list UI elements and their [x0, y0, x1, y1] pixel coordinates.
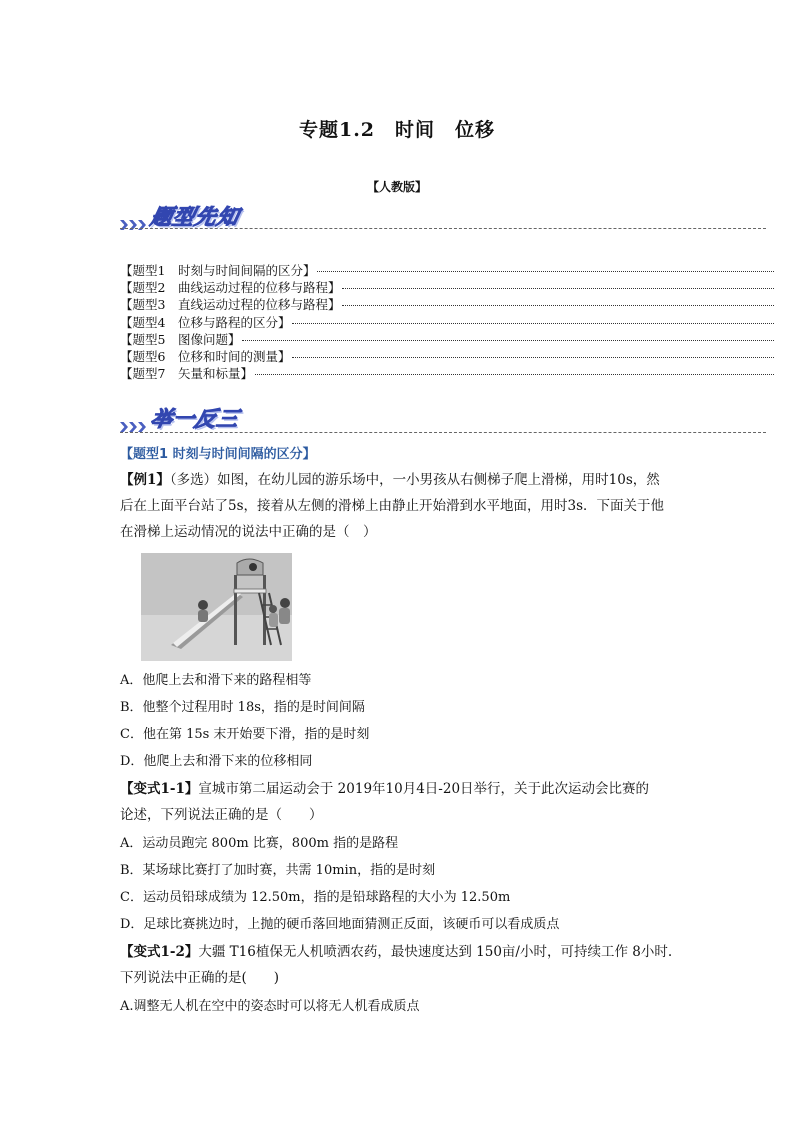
option-d: D．他爬上去和滑下来的位移相同 [120, 754, 313, 769]
banner-title: 举一反三 [148, 407, 242, 431]
toc-leader [292, 347, 774, 358]
stem-line [120, 776, 680, 802]
toc-item[interactable] [120, 364, 774, 381]
option-a: A.调整无人机在空中的姿态时可以将无人机看成质点 [120, 999, 420, 1014]
playground-slide-image [141, 553, 292, 661]
question-tag: 【例1】 [120, 472, 170, 488]
section-banner-preview [120, 200, 242, 230]
question-tag: 【变式1-1】 [120, 781, 199, 797]
option-a: A．运动员跑完 800m 比赛，800m 指的是路程 [120, 836, 399, 851]
toc-item[interactable] [120, 278, 774, 295]
toc-item-label: 【题型5 图像问题】 [120, 331, 241, 347]
stem-line [120, 467, 680, 493]
option-d: D．足球比赛挑边时，上抛的硬币落回地面猜测正反面，该硬币可以看成质点 [120, 917, 560, 932]
toc-item-label: 【题型7 矢量和标量】 [120, 366, 253, 382]
banner-title: 题型先知 [148, 205, 242, 229]
toc-item[interactable] [120, 330, 774, 347]
stem-text: 宣城市第二届运动会于 2019年10月4日-20日举行，关于此次运动会比赛的 [198, 781, 650, 797]
option-c: C．他在第 15s 末开始要下滑，指的是时刻 [120, 727, 370, 742]
section-heading: 【题型1 时刻与时间间隔的区分】 [120, 447, 316, 462]
option-b: B．某场球比赛打了加时赛，共需 10min，指的是时刻 [120, 863, 436, 878]
toc-item-label: 【题型4 位移与路程的区分】 [120, 314, 291, 330]
toc-leader [255, 364, 774, 375]
chevron-arrows-icon [120, 422, 147, 432]
edition-label: 【人教版】 [366, 180, 427, 194]
stem-text: 大疆 T16植保无人机喷洒农药，最快速度达到 150亩/小时，可持续工作 8小时. [198, 944, 673, 960]
option-a: A．他爬上去和滑下来的路程相等 [120, 673, 312, 688]
option-b: B．他整个过程用时 18s，指的是时间间隔 [120, 700, 365, 715]
option-c: C．运动员铅球成绩为 12.50m，指的是铅球路程的大小为 12.50m [120, 890, 511, 905]
variant-1-2-stem [120, 939, 680, 991]
question-tag: 【变式1-2】 [120, 944, 199, 960]
toc-item-label: 【题型6 位移和时间的测量】 [120, 348, 291, 364]
toc-list [120, 261, 774, 381]
stem-line: 论述，下列说法正确的是（ ） [120, 807, 323, 823]
toc-item[interactable] [120, 313, 774, 330]
toc-leader [292, 313, 774, 324]
divider [120, 432, 766, 433]
toc-item-label: 【题型2 曲线运动过程的位移与路程】 [120, 280, 341, 296]
slide-photo [141, 553, 292, 661]
stem-line: 在滑梯上运动情况的说法中正确的是（ ） [120, 524, 377, 540]
toc-leader [342, 295, 774, 306]
stem-line: 后在上面平台站了5s，接着从左侧的滑梯上由静止开始滑到水平地面，用时3s．下面关于他 [120, 498, 665, 514]
page-title: 专题1.2 时间 位移 [298, 119, 496, 141]
toc-item[interactable] [120, 295, 774, 312]
stem-text: （多选）如图，在幼儿园的游乐场中，一小男孩从右侧梯子爬上滑梯，用时10s，然 [169, 472, 660, 488]
toc-item[interactable] [120, 347, 774, 364]
stem-line: 下列说法中正确的是( ) [120, 970, 280, 986]
toc-leader [242, 330, 774, 341]
toc-leader [342, 278, 774, 289]
toc-item-label: 【题型3 直线运动过程的位移与路程】 [120, 297, 341, 313]
stem-line [120, 939, 680, 965]
section-banner-practice [120, 402, 242, 432]
toc-item-label: 【题型1 时刻与时间间隔的区分】 [120, 263, 316, 278]
example-1-stem [120, 467, 680, 545]
toc-item[interactable] [120, 261, 774, 278]
divider [120, 228, 766, 229]
variant-1-1-stem [120, 776, 680, 828]
toc-leader [317, 261, 774, 272]
